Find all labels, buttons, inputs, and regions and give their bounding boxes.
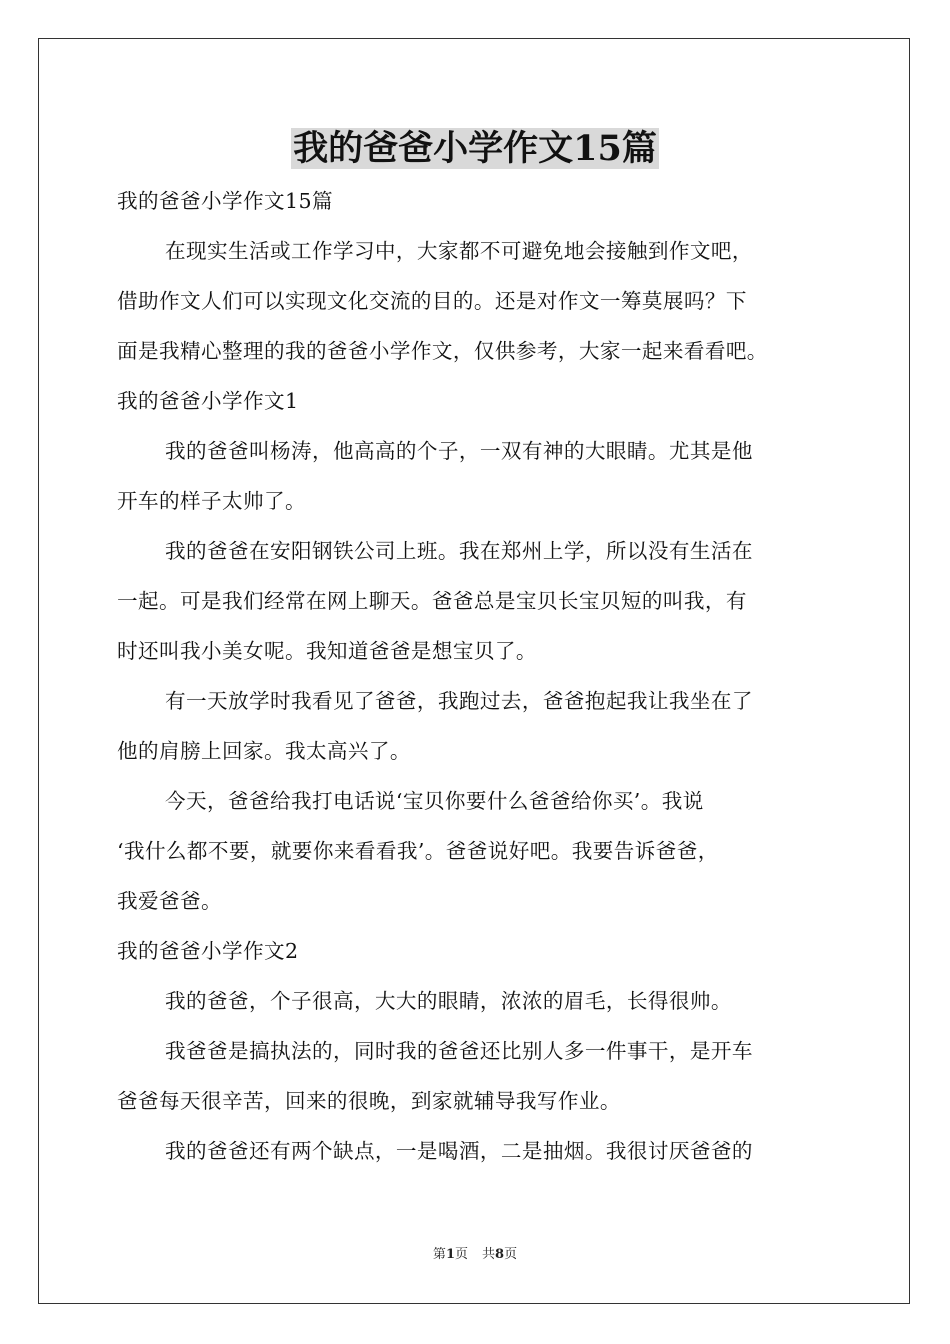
section-heading: 我的爸爸小学作文1 [117, 389, 299, 413]
text-line: 时还叫我小美女呢。我知道爸爸是想宝贝了。 [117, 639, 537, 663]
text-line: 我的爸爸，个子很高，大大的眼睛，浓浓的眉毛，长得很帅。 [165, 989, 732, 1013]
text-line: 我爱爸爸。 [117, 889, 222, 913]
text-line: ‘我什么都不要，就要你来看看我’。爸爸说好吧。我要告诉爸爸， [117, 839, 719, 863]
text-line: 我的爸爸小学作文15篇 [117, 189, 333, 213]
document-body [117, 176, 847, 1176]
total-suffix: 页 [504, 1247, 518, 1262]
text-line: 开车的样子太帅了。 [117, 489, 306, 513]
text-line: 我的爸爸在安阳钢铁公司上班。我在郑州上学，所以没有生活在 [165, 539, 753, 563]
page-footer [0, 1245, 950, 1265]
document-title-text: 我的爸爸小学作文15篇 [293, 128, 657, 169]
section-heading: 我的爸爸小学作文2 [117, 939, 299, 963]
page-total: 8 [495, 1247, 505, 1262]
text-line: 借助作文人们可以实现文化交流的目的。还是对作文一筹莫展吗？下 [117, 289, 747, 313]
text-line: 面是我精心整理的我的爸爸小学作文，仅供参考，大家一起来看看吧。 [117, 339, 768, 363]
text-line: 今天，爸爸给我打电话说‘宝贝你要什么爸爸给你买’。我说 [165, 789, 704, 813]
text-line: 在现实生活或工作学习中，大家都不可避免地会接触到作文吧， [165, 239, 753, 263]
text-line: 他的肩膀上回家。我太高兴了。 [117, 739, 411, 763]
text-line: 一起。可是我们经常在网上聊天。爸爸总是宝贝长宝贝短的叫我，有 [117, 589, 747, 613]
text-line: 我的爸爸叫杨涛，他高高的个子，一双有神的大眼睛。尤其是他 [165, 439, 753, 463]
text-line: 我的爸爸还有两个缺点，一是喝酒，二是抽烟。我很讨厌爸爸的 [165, 1139, 753, 1163]
text-line: 爸爸每天很辛苦，回来的很晚，到家就辅导我写作业。 [117, 1089, 621, 1113]
page-current: 1 [445, 1247, 455, 1262]
text-line: 我爸爸是搞执法的，同时我的爸爸还比别人多一件事干，是开车 [165, 1039, 753, 1063]
text-line: 有一天放学时我看见了爸爸，我跑过去，爸爸抱起我让我坐在了 [165, 689, 753, 713]
total-prefix: 共 [482, 1247, 496, 1262]
page-prefix: 第 [432, 1247, 446, 1262]
document-title [0, 122, 950, 176]
page-suffix: 页 [454, 1247, 468, 1262]
